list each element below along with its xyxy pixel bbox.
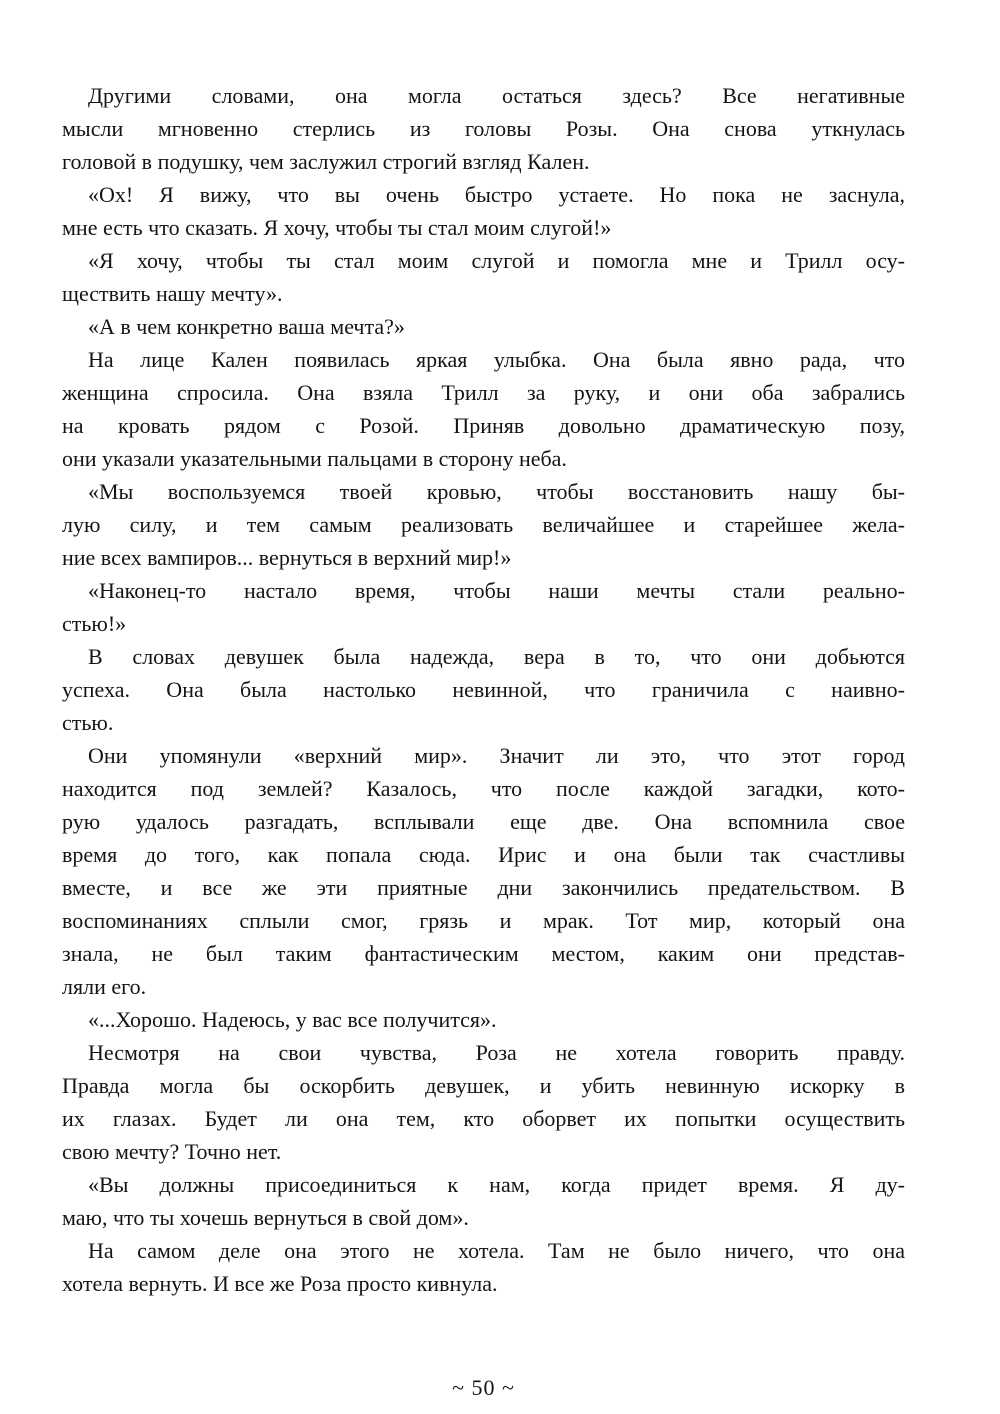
text-line: они указали указательными пальцами в сторону неба.: [62, 446, 567, 471]
text-line: успеха. Она была настолько невинной, что граничила с наивно-: [62, 677, 905, 702]
text-line: В словах девушек была надежда, вера в то, что они добьются: [88, 644, 905, 669]
paragraph: [62, 310, 905, 343]
paragraph: [62, 640, 905, 739]
text-line: «Мы воспользуемся твоей кровью, чтобы восстановить нашу бы-: [88, 479, 905, 504]
paragraph: [62, 343, 905, 475]
paragraph: [62, 1036, 905, 1168]
paragraph: [62, 178, 905, 244]
text-line: «Ох! Я вижу, что вы очень быстро устаете. Но пока не заснула,: [88, 182, 905, 207]
text-line: мне есть что сказать. Я хочу, чтобы ты стал моим слугой!»: [62, 215, 612, 240]
text-line: вместе, и все же эти приятные дни закончились предательством. В: [62, 875, 905, 900]
text-line: «Наконец-то настало время, чтобы наши мечты стали реально-: [88, 578, 905, 603]
text-line: стью.: [62, 710, 114, 735]
text-line: «...Хорошо. Надеюсь, у вас все получится».: [88, 1007, 497, 1032]
text-line: «А в чем конкретно ваша мечта?»: [88, 314, 405, 339]
text-line: «Я хочу, чтобы ты стал моим слугой и помогла мне и Трилл осу-: [88, 248, 905, 273]
text-line: маю, что ты хочешь вернуться в свой дом».: [62, 1205, 469, 1230]
text-line: на кровать рядом с Розой. Приняв довольно драматическую позу,: [62, 413, 905, 438]
paragraph: [62, 739, 905, 1003]
paragraph: [62, 1168, 905, 1234]
text-line: Несмотря на свои чувства, Роза не хотела говорить правду.: [88, 1040, 905, 1065]
paragraph: [62, 244, 905, 310]
text-line: хотела вернуть. И все же Роза просто кивнула.: [62, 1271, 498, 1296]
text-line: свою мечту? Точно нет.: [62, 1139, 282, 1164]
paragraph: [62, 1003, 905, 1036]
text-block: [62, 79, 905, 1300]
text-line: «Вы должны присоединиться к нам, когда придет время. Я ду-: [88, 1172, 905, 1197]
text-line: их глазах. Будет ли она тем, кто оборвет их попытки осуществить: [62, 1106, 905, 1131]
text-line: Они упомянули «верхний мир». Значит ли это, что этот город: [88, 743, 905, 768]
text-line: лую силу, и тем самым реализовать величайшее и старейшее жела-: [62, 512, 905, 537]
text-line: знала, не был таким фантастическим местом, каким они представ-: [62, 941, 905, 966]
page-number: ~ 50 ~: [452, 1375, 515, 1400]
paragraph: [62, 475, 905, 574]
paragraph: [62, 79, 905, 178]
text-line: ние всех вампиров... вернуться в верхний мир!»: [62, 545, 512, 570]
text-line: головой в подушку, чем заслужил строгий взгляд Кален.: [62, 149, 590, 174]
text-line: ществить нашу мечту».: [62, 281, 283, 306]
text-line: ляли его.: [62, 974, 147, 999]
text-line: На самом деле она этого не хотела. Там не было ничего, что она: [88, 1238, 905, 1263]
paragraph: [62, 1234, 905, 1300]
text-line: воспоминаниях сплыли смог, грязь и мрак. Тот мир, который она: [62, 908, 905, 933]
text-line: На лице Кален появилась яркая улыбка. Она была явно рада, что: [88, 347, 905, 372]
text-line: Правда могла бы оскорбить девушек, и убить невинную искорку в: [62, 1073, 905, 1098]
text-line: находится под землей? Казалось, что после каждой загадки, кото-: [62, 776, 905, 801]
text-line: время до того, как попала сюда. Ирис и она были так счастливы: [62, 842, 905, 867]
text-line: женщина спросила. Она взяла Трилл за руку, и они оба забрались: [62, 380, 905, 405]
text-line: Другими словами, она могла остаться здесь? Все негативные: [88, 83, 905, 108]
text-line: рую удалось разгадать, всплывали еще две. Она вспомнила свое: [62, 809, 905, 834]
text-line: стью!»: [62, 611, 127, 636]
paragraph: [62, 574, 905, 640]
text-line: мысли мгновенно стерлись из головы Розы. Она снова уткнулась: [62, 116, 905, 141]
